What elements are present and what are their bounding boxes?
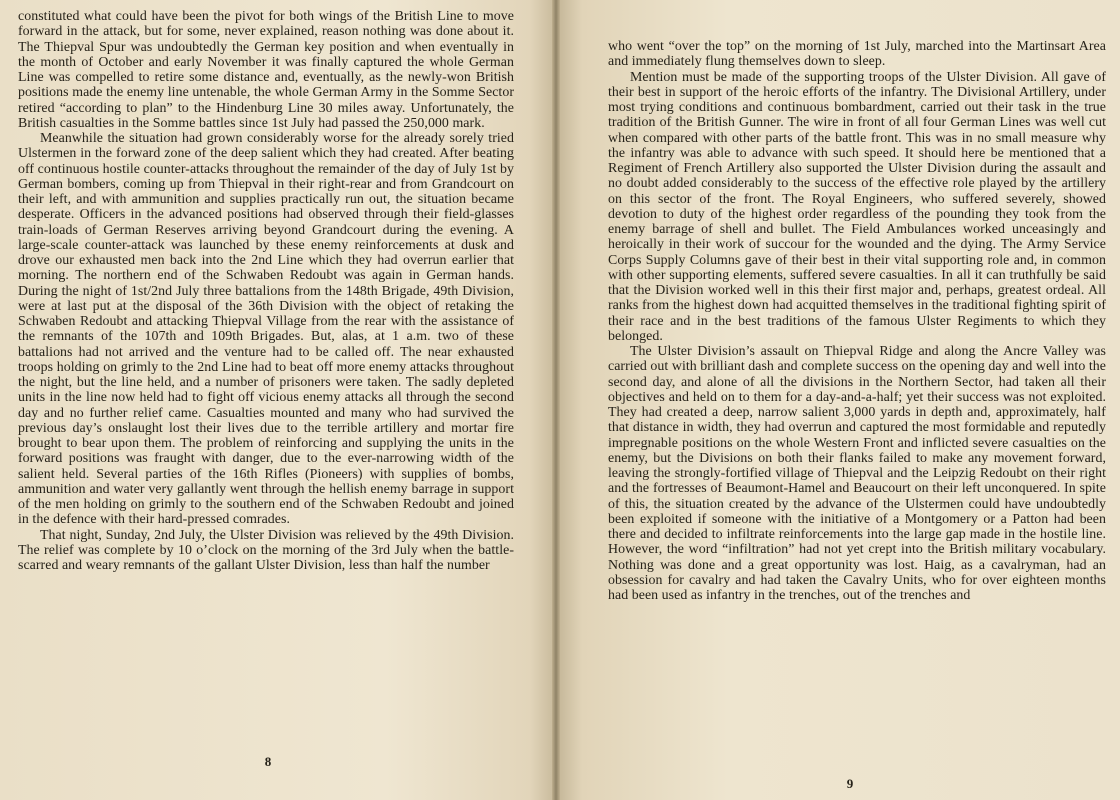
book-gutter: [552, 0, 560, 800]
left-page: [0, 0, 552, 800]
paragraph: Meanwhile the situation had grown considerably worse for the already sorely tried Ulstermen in the forward zone of the deep salient which they had created. After beating off continuous hostile counter-attacks throughout the remainder of the day of July 1st by German bombers, coming up from Thiepval in their right-rear and from Grandcourt on their left, and with ammunition and supplies practically run out, the situation became desperate. Officers in the advanced positions had observed through their field-glasses train-loads of German Reserves arriving beyond Grandcourt during the evening. A large-scale counter-attack was launched by these enemy reinforcements at dusk and drove our exhausted men back into the 2nd Line which they had overrun earlier that morning. The northern end of the Schwaben Redoubt was again in German hands. During the night of 1st/2nd July three battalions from the 148th Brigade, 49th Division, were at last put at the disposal of the 36th Division with the object of retaking the Schwaben Redoubt and attacking Thiepval Village from the rear with the assistance of the remnants of the 107th and 109th Brigades. But, alas, at 1 a.m. two of these battalions had not arrived and the venture had to be called off. The near exhausted troops holding on grimly to the 2nd Line had to beat off more enemy attacks throughout the night, but the line held, and a number of prisoners were taken. The sadly depleted units in the line now held had to fight off vicious enemy attacks all through the second day and no further relief came. Casualties mounted and many who had survived the previous day’s onslaught lost their lives due to the terrible artillery and mortar fire brought to bear upon them. The problem of reinforcing and supplying the units in the forward positions was fraught with danger, due to the ever-narrowing width of the salient held. Several parties of the 16th Rifles (Pioneers) with supplies of bombs, ammunition and water very gallantly went through the hellish enemy barrage in support of the men holding on grimly to the southern end of the Schwaben Redoubt and joined in the defence with their hard-pressed comrades.: [18, 131, 514, 528]
right-page-text: [608, 39, 1106, 603]
paragraph: The Ulster Division’s assault on Thiepval Ridge and along the Ancre Valley was carried out with brilliant dash and complete success on the opening day and well into the second day, and alone of all the divisions in the Northern Sector, had taken all their objectives and held on to them for a day-and-a-half; yet their success was not exploited. They had created a deep, narrow salient 3,000 yards in depth and, approximately, half that distance in width, they had overrun and captured the most formidable and reputedly impregnable positions on the whole Western Front and inflicted severe casualties on the enemy, but the Divisions on both their flanks failed to make any movement forward, leaving the strongly-fortified village of Thiepval and the Leipzig Redoubt on their right and the fortresses of Beaumont-Hamel and Beaucourt on their left unconquered. In spite of this, the situation created by the advance of the Ulstermen could have undoubtedly been exploited if someone with the initiative of a Montgomery or a Patton had been there and decided to infiltrate reinforcements into the large gap made in the hostile line. However, the word “infiltration” had not yet crept into the British military vocabulary. Nothing was done and a great opportunity was lost. Haig, as a cavalryman, had an obsession for cavalry and had taken the Cavalry Units, who for over eighteen months had been used as infantry in the trenches, out of the trenches and: [608, 344, 1106, 603]
paragraph: That night, Sunday, 2nd July, the Ulster Division was relieved by the 49th Division. The relief was complete by 10 o’clock on the morning of the 3rd July when the battle-scarred and weary remnants of the gallant Ulster Division, less than half the number: [18, 527, 514, 573]
paragraph: who went “over the top” on the morning of 1st July, marched into the Martinsart Area and immediately flung themselves down to sleep.: [608, 39, 1106, 70]
page-number: 8: [264, 754, 272, 769]
left-page-text: [18, 9, 514, 573]
right-page: [560, 0, 1120, 800]
page-number: 9: [846, 776, 854, 791]
paragraph: Mention must be made of the supporting troops of the Ulster Division. All gave of their best in support of the heroic efforts of the infantry. The Divisional Artillery, under most trying conditions and continuous bombardment, carried out their task in the true tradition of the British Gunner. The wire in front of all four German Lines was well cut when compared with other parts of the battle front. This was in no small measure why the infantry was able to advance with such speed. It should here be mentioned that a Regiment of French Artillery also supported the Ulster Division during the assault and no doubt added considerably to the success of the effective role played by the artillery on this sector of the front. The Royal Engineers, who suffered severely, showed devotion to duty of the highest order regardless of the pounding they took from the enemy barrage of shell and bullet. The Field Ambulances worked unceasingly and heroically in their work of succour for the wounded and the dying. The Army Service Corps Supply Columns gave of their best in their vital supporting role and, in common with other supporting elements, suffered severe casualties. In all it can truthfully be said that the Division worked well in this their first major and, perhaps, greatest ordeal. All ranks from the highest down had acquitted themselves in the traditional fighting spirit of their race and in the best traditions of the famous Ulster Regiments to which they belonged.: [608, 69, 1106, 344]
paragraph: constituted what could have been the pivot for both wings of the British Line to move forward in the attack, but for some, never explained, reason nothing was done about it. The Thiepval Spur was undoubtedly the German key position and when eventually in the month of October and early November it was finally captured the whole German Line was compelled to retire some distance and, eventually, as the newly-won British positions made the enemy line untenable, the whole German Army in the Somme Sector retired “according to plan” to the Hindenburg Line 30 miles away. Unfortunately, the British casualties in the Somme battles since 1st July had passed the 250,000 mark.: [18, 9, 514, 131]
